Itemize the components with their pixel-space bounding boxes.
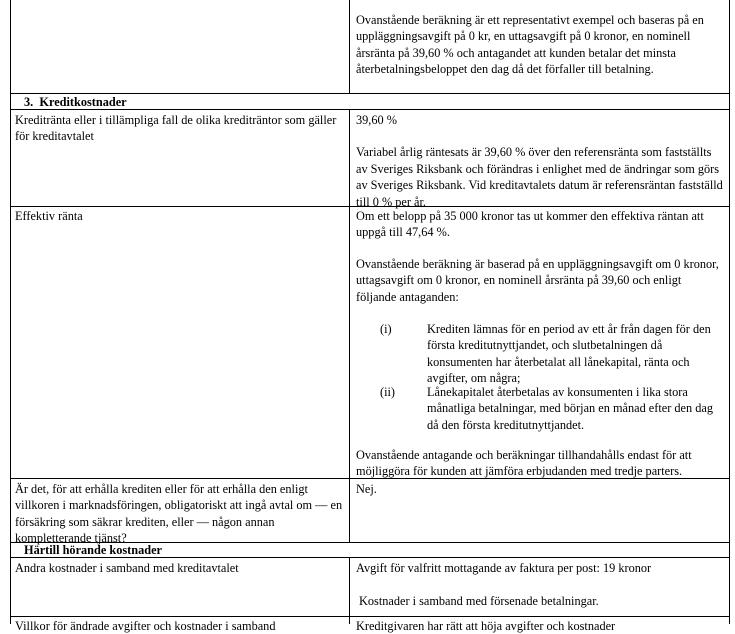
kreditranta-label: Kreditränta eller i tillämpliga fall de olika krediträntor som gäller för kreditavtalet	[15, 113, 337, 144]
interest-rate: 39,60 %	[356, 113, 397, 127]
kreditranta-value	[356, 112, 724, 210]
column-divider	[349, 557, 350, 624]
late-payment-text: Kostnader i samband med försenade betalningar.	[359, 594, 599, 608]
row-divider	[10, 616, 730, 617]
subheading: Härtill hörande kostnader	[24, 543, 163, 557]
effektiv-ranta-para1: Om ett belopp på 35 000 kronor tas ut kommer den effektiva räntan att uppgå till 47,64 %.	[356, 209, 704, 240]
effektiv-ranta-para2: Ovanstående beräkning är baserad på en uppläggningsavgift om 0 kronor, uttagsavgift om 0 kronor, en nominell årsränta på 39,60 och enligt följande antaganden:	[356, 257, 719, 304]
section-heading	[24, 94, 127, 110]
list-item: Lånekapitalet återbetalas av konsumenten i lika stora månatliga betalningar, med början en månad efter den dag då den första kreditutnyttjandet.	[427, 385, 713, 432]
insurance-answer: Nej.	[356, 482, 377, 496]
invoice-fee-text: Avgift för valfritt mottagande av faktura per post: 19 kronor	[356, 561, 652, 575]
list-item: Krediten lämnas för en period av ett år från dagen för den första kreditutnyttjandet, och slutbetalningen då konsumenten har återbetalat all lånekapital, ränta och avgifter, om några;	[427, 322, 711, 386]
other-costs-label: Andra kostnader i samband med kreditavtalet	[15, 561, 239, 575]
effektiv-ranta-label: Effektiv ränta	[15, 209, 83, 223]
section-title: Kreditkostnader	[39, 95, 127, 109]
column-divider	[349, 0, 350, 93]
insurance-question-label: Är det, för att erhålla krediten eller för att erhålla den enligt villkoren i marknadsföringen, obligatoriskt att ingå avtal om — en försäkring som säkrar krediten, eller — någon annan kompletterande tjänst?	[15, 482, 343, 546]
fee-change-label: Villkor för ändrade avgifter och kostnader i samband	[15, 619, 276, 633]
list-item-marker: (ii)	[380, 385, 396, 399]
fee-change-value: Kreditgivaren har rätt att höja avgifter och kostnader	[356, 619, 616, 633]
list-item-marker: (i)	[380, 322, 392, 336]
effektiv-ranta-para3: Ovanstående antagande och beräkningar tillhandahålls endast för att möjliggöra för kunden att jämföra erbjudanden med tredje parters.	[356, 448, 692, 479]
variable-rate-text: Variabel årlig räntesats är 39,60 % över den referensränta som fastställts av Sveriges Riksbank och förändras i enlighet med de ändringar som görs av Sveriges Riksbank. Vid kreditavtalets datum är referensräntan fastställd till 0 % per år.	[356, 145, 723, 209]
section-number: 3.	[24, 95, 34, 109]
representative-example-text: Ovanstående beräkning är ett representativt exempel och baseras på en uppläggningsavgift på 0 kr, en uttagsavgift på 0 kronor, en nominell årsränta på 39,60 % och antagandet att kunden betalar det minsta återbetalningsbeloppet den dag då det förfaller till betalning.	[356, 13, 704, 77]
